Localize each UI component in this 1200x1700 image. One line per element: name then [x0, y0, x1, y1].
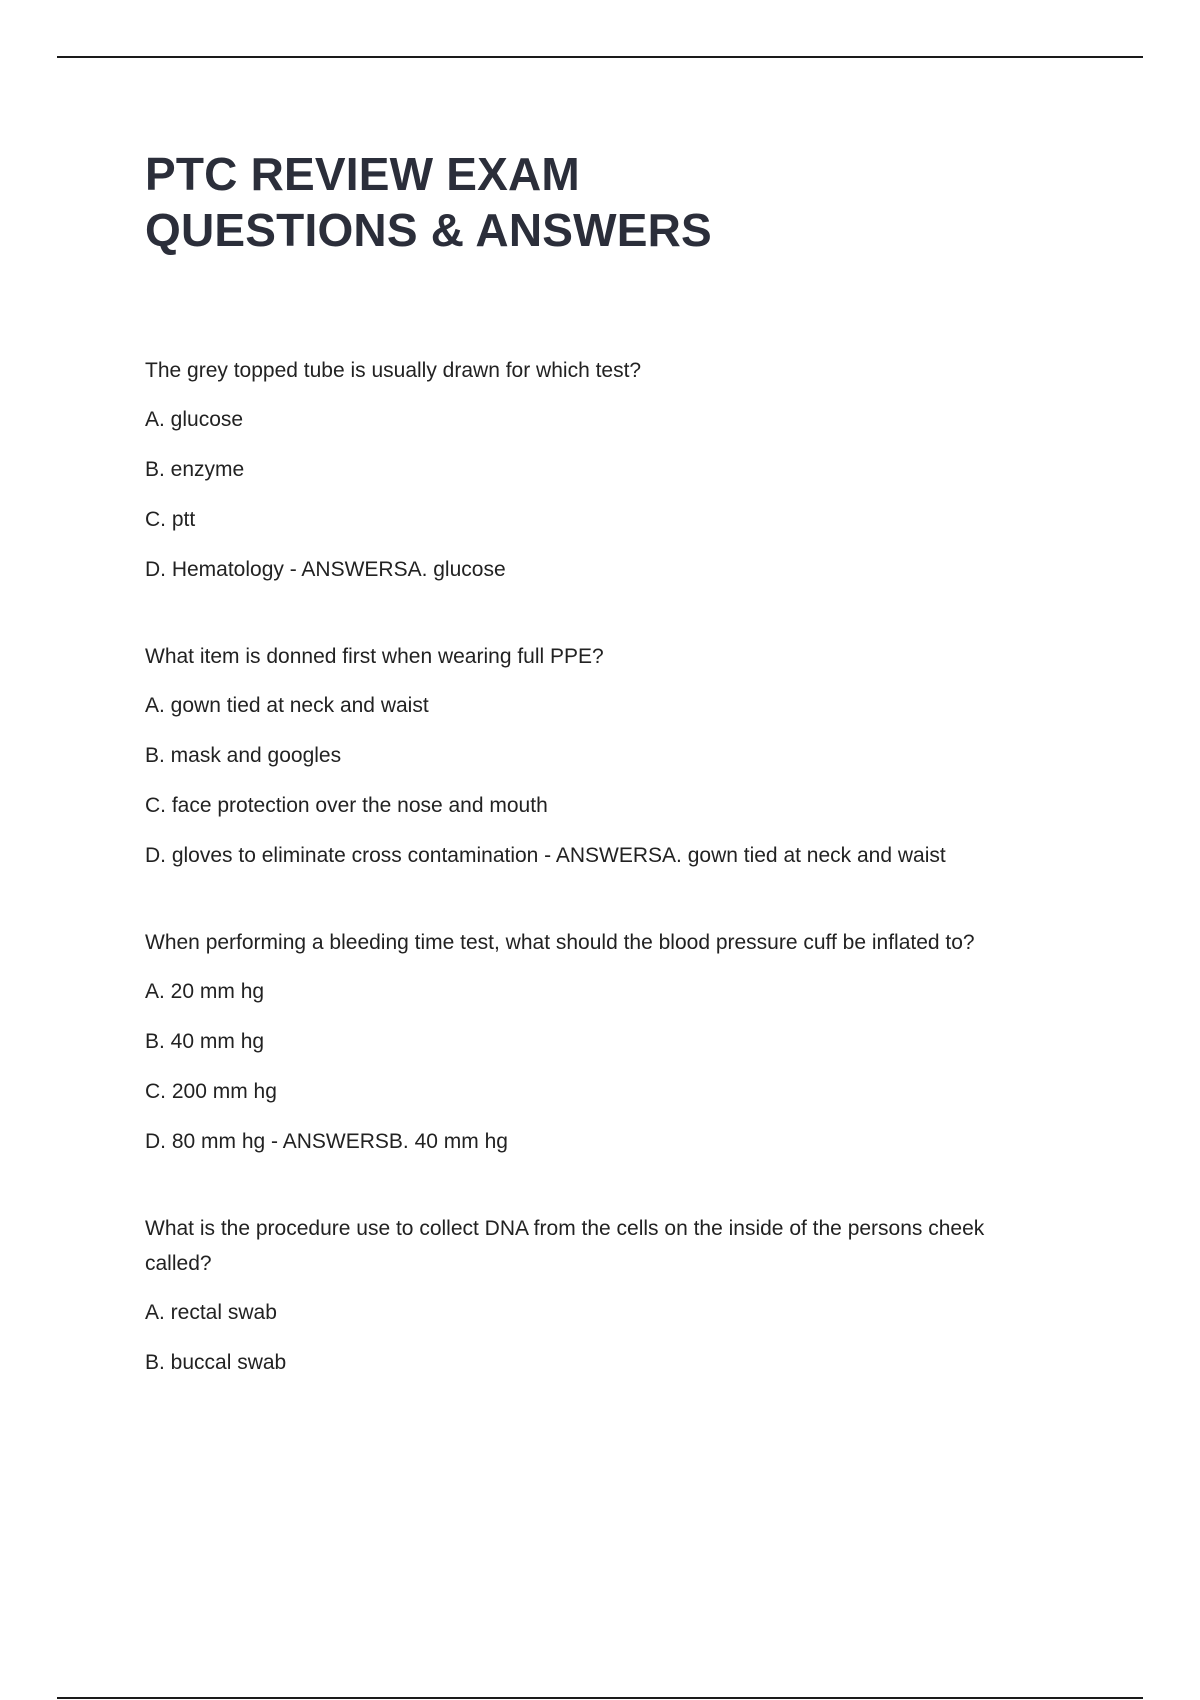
question-block-2 [145, 639, 1045, 873]
answer-option: D. gloves to eliminate cross contamination - ANSWERSA. gown tied at neck and waist [145, 844, 946, 867]
document-title [145, 146, 1045, 258]
footer-rule [57, 1697, 1143, 1699]
answer-option: A. gown tied at neck and waist [145, 694, 429, 717]
question-text: When performing a bleeding time test, what should the blood pressure cuff be inflated to? [145, 931, 975, 954]
title-line-2: QUESTIONS & ANSWERS [145, 204, 712, 256]
answer-option: C. ptt [145, 508, 196, 531]
answer-option: C. face protection over the nose and mouth [145, 794, 548, 817]
header-rule [57, 56, 1143, 58]
question-text: What is the procedure use to collect DNA from the cells on the inside of the persons cheek called? [145, 1217, 985, 1275]
question-text: What item is donned first when wearing full PPE? [145, 645, 604, 668]
answer-option: B. 40 mm hg [145, 1030, 265, 1053]
question-list [145, 353, 1045, 1380]
answer-option: A. glucose [145, 408, 244, 431]
answer-option: B. buccal swab [145, 1351, 287, 1374]
question-text: The grey topped tube is usually drawn for which test? [145, 359, 642, 382]
title-line-1: PTC REVIEW EXAM [145, 148, 580, 200]
question-block-3 [145, 925, 1045, 1159]
answer-option: A. rectal swab [145, 1301, 277, 1324]
answer-option: B. mask and googles [145, 744, 342, 767]
answer-option: C. 200 mm hg [145, 1080, 277, 1103]
answer-option: A. 20 mm hg [145, 980, 265, 1003]
answer-option: D. 80 mm hg - ANSWERSB. 40 mm hg [145, 1130, 508, 1153]
question-block-1 [145, 353, 1045, 587]
answer-option: B. enzyme [145, 458, 245, 481]
question-block-4 [145, 1211, 1045, 1380]
answer-option: D. Hematology - ANSWERSA. glucose [145, 558, 506, 581]
